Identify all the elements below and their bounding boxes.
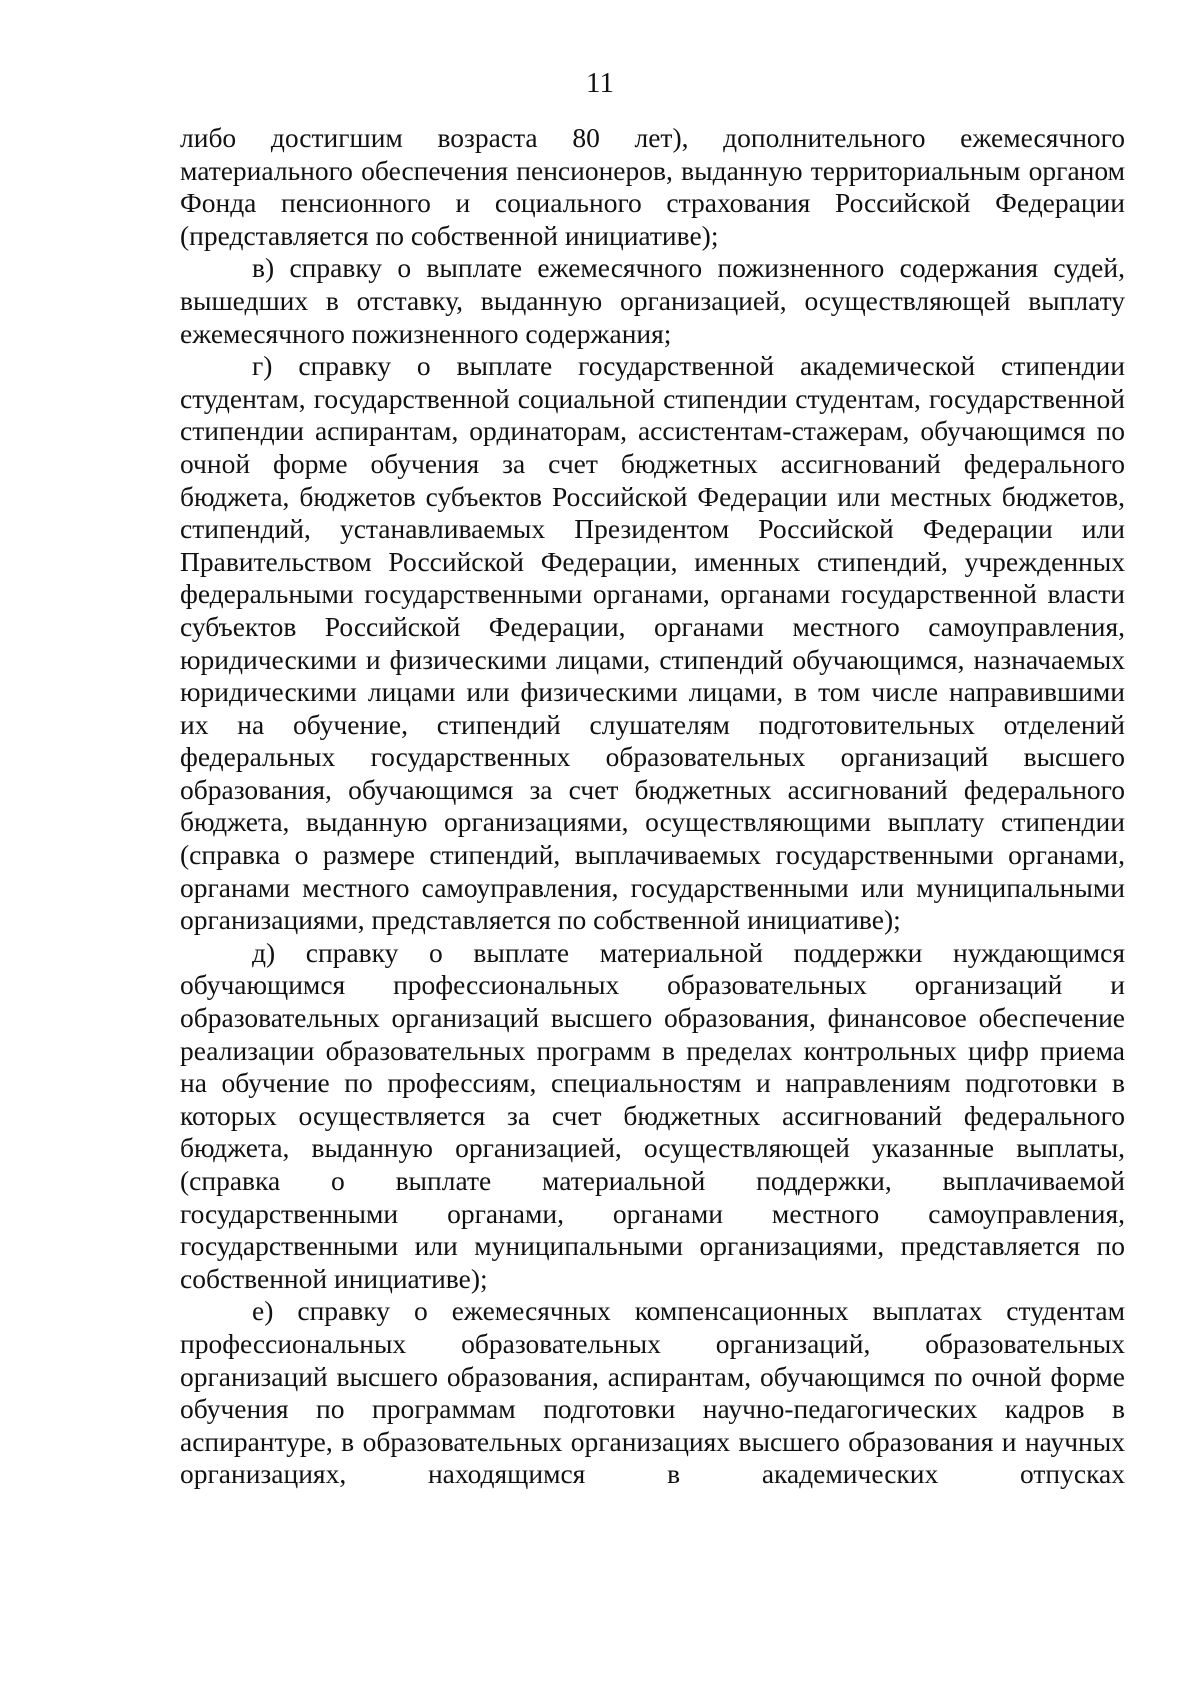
paragraph-item-g: г) справку о выплате государственной академической стипендии студентам, государственной социальной стипендии студентам, государственной стипендии аспирантам, ординаторам, ассистентам-стажерам, обучающимся по очной форме обучения за счет бюджетных ассигнований федерального бюджета, бюджетов субъектов Российской Федерации или местных бюджетов, стипендий, устанавливаемых Президентом Российской Федерации или Правительством Российской Федерации, именных стипендий, учрежденных федеральными государственными органами, органами государственной власти субъектов Российской Федерации, органами местного самоуправления, юридическими и физическими лицами, стипендий обучающимся, назначаемых юридическими лицами или физическими лицами, в том числе направившими их на обучение, стипендий слушателям подготовительных отделений федеральных государственных образовательных организаций высшего образования, обучающимся за счет бюджетных ассигнований федерального бюджета, выданную организациями, осуществляющими выплату стипендии (справка о размере стипендий, выплачиваемых государственными органами, органами местного самоуправления, государственными или муниципальными организациями, представляется по собственной инициативе); (180, 350, 1125, 936)
paragraph-item-e: е) справку о ежемесячных компенсационных выплатах студентам профессиональных образовательных организаций, образовательных организаций высшего образования, аспирантам, обучающимся по очной форме обучения по программам подготовки научно-педагогических кадров в аспирантуре, в образовательных организациях высшего образования и научных организациях, находящимся в академических отпусках (180, 1295, 1125, 1490)
document-body (180, 122, 1125, 1491)
paragraph-item-d: д) справку о выплате материальной поддержки нуждающимся обучающимся профессиональных образовательных организаций и образовательных организаций высшего образования, финансовое обеспечение реализации образовательных программ в пределах контрольных цифр приема на обучение по профессиям, специальностям и направлениям подготовки в которых осуществляется за счет бюджетных ассигнований федерального бюджета, выданную организацией, осуществляющей указанные выплаты, (справка о выплате материальной поддержки, выплачиваемой государственными органами, органами местного самоуправления, государственными или муниципальными организациями, представляется по собственной инициативе); (180, 936, 1125, 1294)
page-number: 11 (586, 67, 614, 99)
paragraph-continuation: либо достигшим возраста 80 лет), дополнительного ежемесячного материального обеспечения пенсионеров, выданную территориальным органом Фонда пенсионного и социального страхования Российской Федерации (представляется по собственной инициативе); (180, 122, 1125, 251)
paragraph-item-v: в) справку о выплате ежемесячного пожизненного содержания судей, вышедших в отставку, выданную организацией, осуществляющей выплату ежемесячного пожизненного содержания; (180, 252, 1125, 349)
